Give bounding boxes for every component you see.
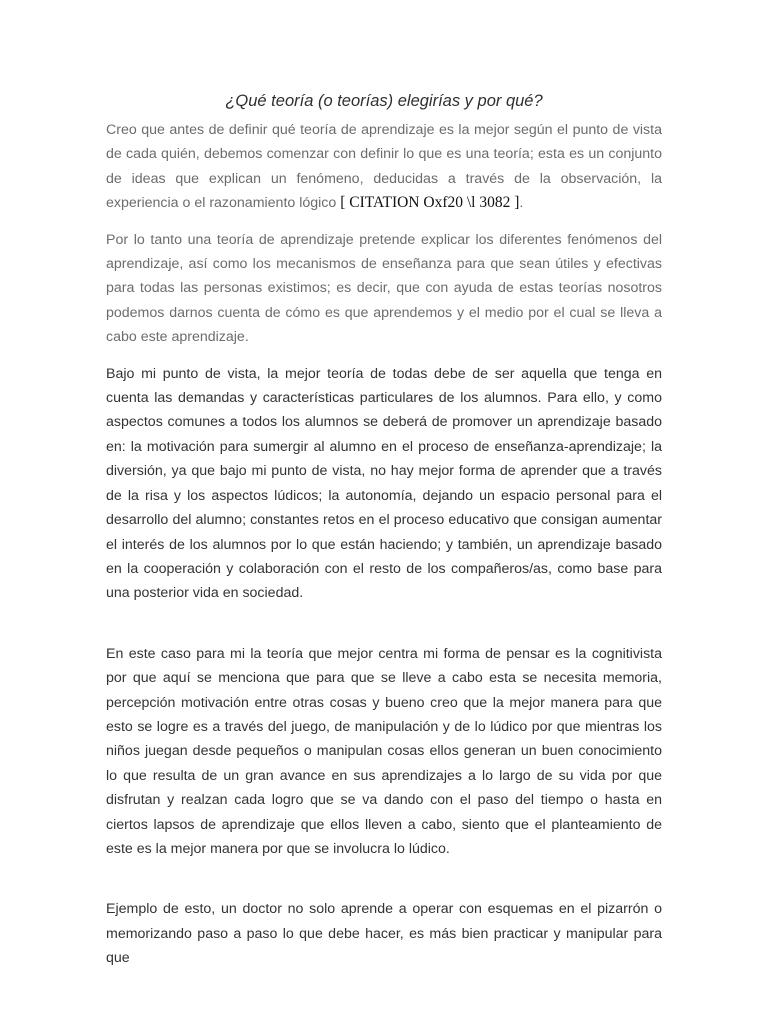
citation-field: [ CITATION Oxf20 \l 3082 ] — [340, 194, 520, 212]
paragraph-cognitivist: En este caso para mi la teoría que mejor centra mi forma de pensar es la cognitivista por que aquí se menciona que para que se lleve a cabo esta se necesita memoria, percepción motivación entre otras cosas y bueno creo que la mejor manera para que esto se logre es a través del juego, de manipulación y de lo lúdico por que mientras los niños juegan desde pequeños o manipulan cosas ellos generan un buen conocimiento lo que resulta de un gran avance en sus aprendizajes a lo largo de su vida por que disfrutan y realzan cada logro que se va dando con el paso del tiempo o hasta en ciertos lapsos de aprendizaje que ellos lleven a cabo, siento que el planteamiento de este es la mejor manera por que se involucra lo lúdico. — [106, 645, 662, 857]
paragraph-example: Ejemplo de esto, un doctor no solo aprende a operar con esquemas en el pizarrón o memorizando paso a paso lo que debe hacer, es más bien practicar y manipular para que — [106, 901, 662, 967]
paragraph-learning-theory: Por lo tanto una teoría de aprendizaje pretende explicar los diferentes fenómenos del aprendizaje, así como los mecanismos de enseñanza para que sean útiles y efectivas para todas las personas existimos; es decir, que con ayuda de estas teorías nosotros podemos darnos cuenta de cómo es que aprendemos y el medio por el cual se lleva a cabo este aprendizaje. — [106, 231, 662, 346]
paragraph-definition — [106, 118, 662, 216]
document-page — [106, 88, 662, 971]
paragraph-definition-end: . — [519, 195, 524, 212]
paragraph-definition-text: Creo que antes de definir qué teoría de aprendizaje es la mejor según el punto de vista de cada quién, debemos comenzar con definir lo que es una teoría; esta es un conjunto de ideas que explican un fenómeno, deducidas a través de la observación, la experiencia o el razonamiento lógico — [106, 122, 662, 212]
paragraph-best-theory: Bajo mi punto de vista, la mejor teoría de todas debe de ser aquella que tenga en cuenta las demandas y características particulares de los alumnos. Para ello, y como aspectos comunes a todos los alumnos se deberá de promover un aprendizaje basado en: la motivación para sumergir al alumno en el proceso de enseñanza-aprendizaje; la diversión, ya que bajo mi punto de vista, no hay mejor forma de aprender que a través de la risa y los aspectos lúdicos; la autonomía, dejando un espacio personal para el desarrollo del alumno; constantes retos en el proceso educativo que consigan aumentar el interés de los alumnos por lo que están haciendo; y también, un aprendizaje basado en la cooperación y colaboración con el resto de los compañeros/as, como base para una posterior vida en sociedad. — [106, 365, 662, 602]
document-title: ¿Qué teoría (o teorías) elegirías y por qué? — [225, 92, 543, 110]
